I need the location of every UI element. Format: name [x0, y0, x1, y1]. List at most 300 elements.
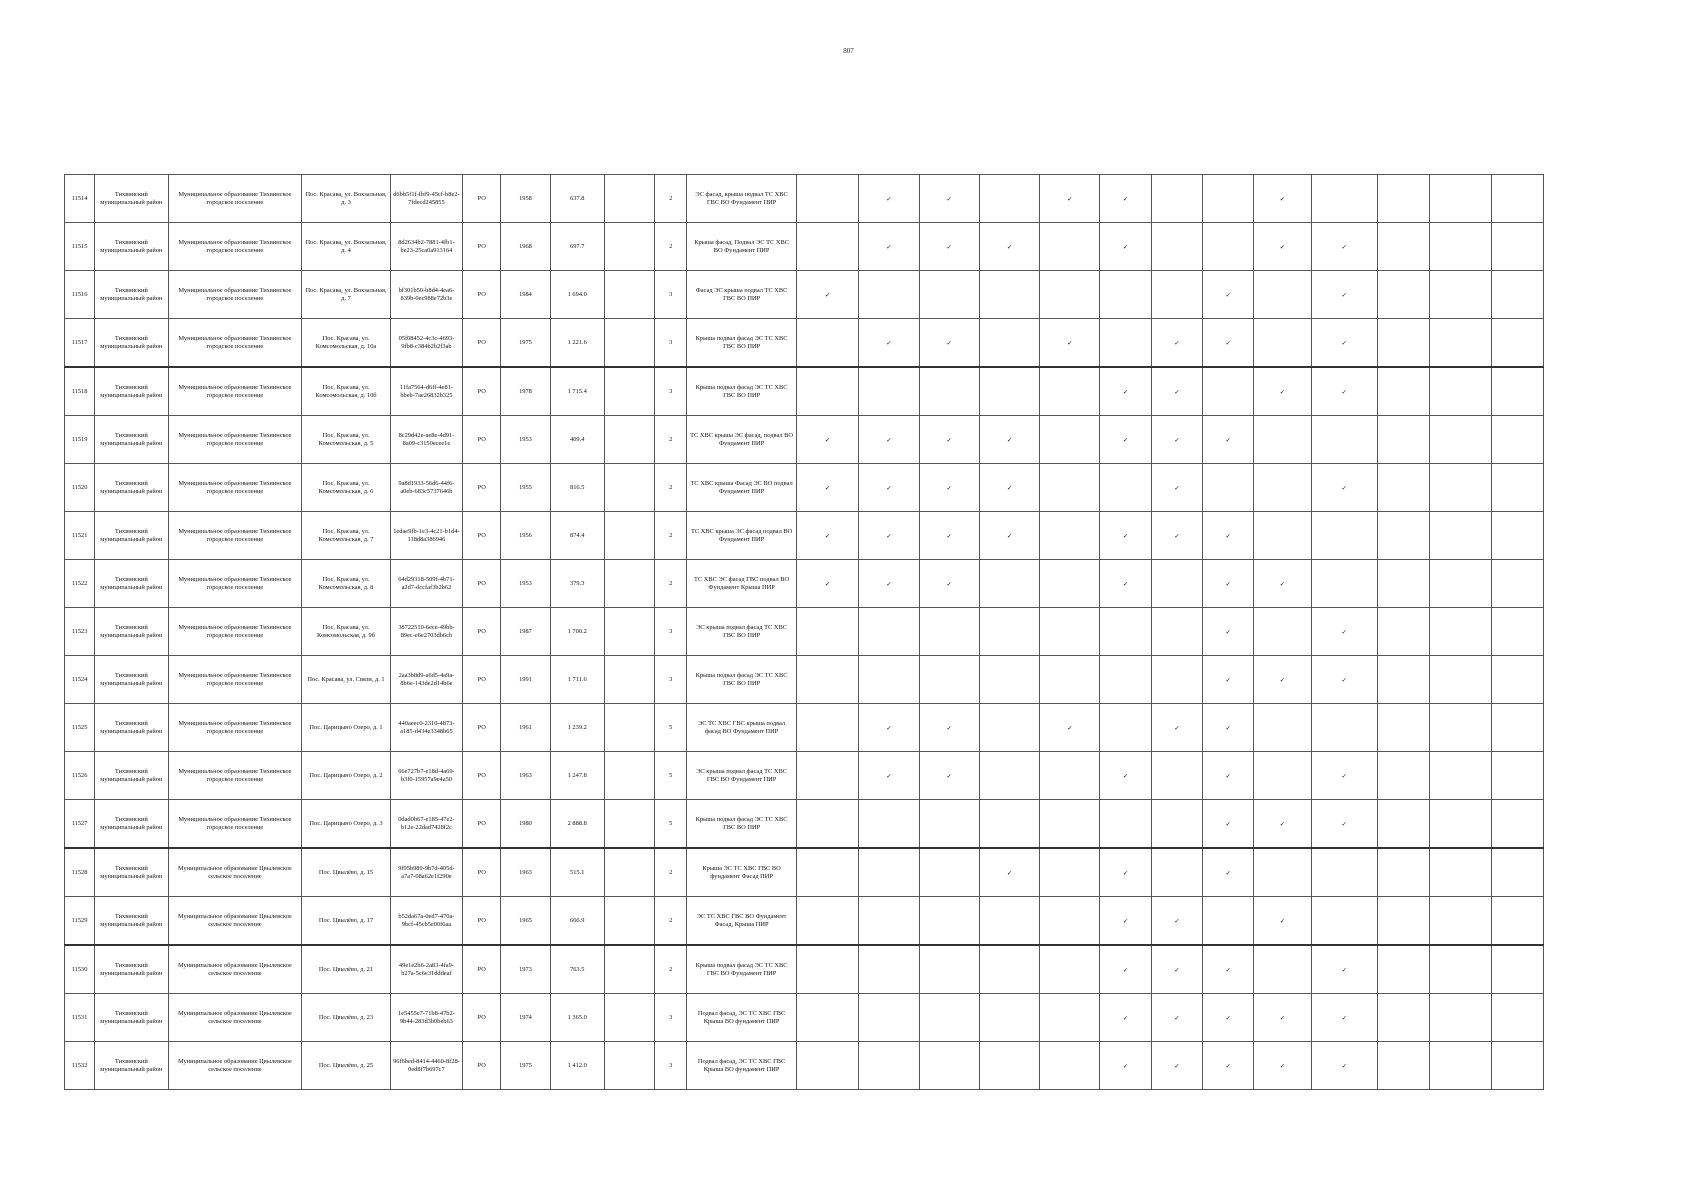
cell-guid: 1edae9fb-1e3-4c21-b1d4-118d8a386946	[390, 512, 462, 560]
check-mark-cell: ✓	[1254, 800, 1311, 849]
cell-guid: b52da67a-0ed7-470a-9bcf-45cb5e00f6aa	[390, 897, 462, 946]
check-mark-cell	[979, 752, 1039, 800]
check-mark-cell	[1040, 994, 1100, 1042]
cell-area: 1 221.6	[550, 319, 604, 368]
table-row	[65, 897, 1544, 946]
check-mark-cell	[1040, 897, 1100, 946]
cell-num: 11527	[65, 800, 95, 849]
cell-area: 1 700.2	[550, 608, 604, 656]
cell-year: 1975	[501, 1042, 550, 1090]
check-mark-cell: ✓	[859, 752, 919, 800]
cell-ownership: РО	[463, 464, 501, 512]
check-mark-cell	[1040, 945, 1100, 994]
cell-ownership: РО	[463, 319, 501, 368]
cell-empty	[604, 608, 654, 656]
check-mark-cell: ✓	[1311, 945, 1377, 994]
check-mark-cell	[979, 271, 1039, 319]
cell-district: Тихвинский муниципальный район	[95, 656, 168, 704]
cell-area: 409.4	[550, 416, 604, 464]
check-mark-cell	[1430, 367, 1491, 416]
cell-guid: 05f08452-4c3c-4693-9fb8-c384b2b2f3ab	[390, 319, 462, 368]
cell-year: 1980	[501, 800, 550, 849]
check-mark-cell: ✓	[919, 319, 979, 368]
check-mark-cell	[1254, 416, 1311, 464]
check-mark-cell	[1377, 994, 1429, 1042]
cell-address: Пос. Красава, ул. Комсомольская, д. 5	[302, 416, 390, 464]
check-mark-cell: ✓	[1254, 175, 1311, 223]
check-mark-cell	[1203, 223, 1254, 271]
check-mark-cell	[1491, 223, 1543, 271]
cell-guid: d6bb5f1f-fbf9-45cf-b8e2-7fdecd245855	[390, 175, 462, 223]
check-mark-cell: ✓	[859, 704, 919, 752]
cell-ownership: РО	[463, 800, 501, 849]
cell-num: 11521	[65, 512, 95, 560]
check-mark-cell	[1377, 656, 1429, 704]
table-row	[65, 319, 1544, 368]
table-body	[65, 175, 1544, 1090]
cell-municipality: Муниципальное образование Цвылевское сельское поселение	[168, 848, 302, 897]
check-mark-cell	[1491, 175, 1543, 223]
cell-works: Подвал фасад, ЭС ТС ХВС ГВС Крыша ВО фундамент ПИР	[687, 1042, 797, 1090]
cell-area: 666.9	[550, 897, 604, 946]
cell-area: 2 888.8	[550, 800, 604, 849]
cell-floors: 2	[655, 945, 687, 994]
check-mark-cell	[1040, 512, 1100, 560]
check-mark-cell: ✓	[1151, 945, 1202, 994]
check-mark-cell: ✓	[1311, 608, 1377, 656]
check-mark-cell	[796, 367, 858, 416]
check-mark-cell: ✓	[1100, 945, 1151, 994]
check-mark-cell	[859, 848, 919, 897]
cell-floors: 2	[655, 416, 687, 464]
check-mark-cell	[1040, 656, 1100, 704]
cell-ownership: РО	[463, 608, 501, 656]
check-mark-cell	[1311, 416, 1377, 464]
check-mark-cell	[1254, 271, 1311, 319]
check-mark-cell: ✓	[1151, 1042, 1202, 1090]
check-mark-cell: ✓	[859, 223, 919, 271]
check-mark-cell	[1100, 656, 1151, 704]
cell-area: 1 715.4	[550, 367, 604, 416]
cell-num: 11528	[65, 848, 95, 897]
cell-municipality: Муниципальное образование Цвылевское сельское поселение	[168, 897, 302, 946]
cell-ownership: РО	[463, 1042, 501, 1090]
cell-empty	[604, 464, 654, 512]
check-mark-cell: ✓	[1203, 271, 1254, 319]
cell-num: 11531	[65, 994, 95, 1042]
cell-ownership: РО	[463, 367, 501, 416]
check-mark-cell: ✓	[1040, 704, 1100, 752]
check-mark-cell	[979, 897, 1039, 946]
check-mark-cell: ✓	[1254, 560, 1311, 608]
check-mark-cell: ✓	[1311, 800, 1377, 849]
check-mark-cell	[1491, 704, 1543, 752]
check-mark-cell	[1151, 608, 1202, 656]
cell-guid: 0dad0b67-e185-47e2-b12e-22dad7428f2c	[390, 800, 462, 849]
check-mark-cell	[1377, 223, 1429, 271]
check-mark-cell: ✓	[1311, 656, 1377, 704]
check-mark-cell	[796, 608, 858, 656]
check-mark-cell	[859, 945, 919, 994]
check-mark-cell	[1151, 271, 1202, 319]
cell-year: 1965	[501, 897, 550, 946]
check-mark-cell	[1311, 175, 1377, 223]
table-row	[65, 1042, 1544, 1090]
table-row	[65, 175, 1544, 223]
cell-num: 11530	[65, 945, 95, 994]
cell-ownership: РО	[463, 704, 501, 752]
check-mark-cell	[1377, 271, 1429, 319]
cell-district: Тихвинский муниципальный район	[95, 994, 168, 1042]
check-mark-cell	[1491, 897, 1543, 946]
cell-area: 1 239.2	[550, 704, 604, 752]
cell-floors: 5	[655, 800, 687, 849]
cell-guid: 9f95b989-9b7d-405d-a7a7-08a62e1f290e	[390, 848, 462, 897]
check-mark-cell	[1254, 704, 1311, 752]
check-mark-cell: ✓	[859, 416, 919, 464]
check-mark-cell	[1254, 512, 1311, 560]
check-mark-cell	[859, 656, 919, 704]
cell-works: Крыша подвал фасад ЭС ТС ХВС ГВС ВО Фундамент ПИР	[687, 945, 797, 994]
cell-num: 11522	[65, 560, 95, 608]
check-mark-cell: ✓	[1203, 945, 1254, 994]
cell-ownership: РО	[463, 656, 501, 704]
table-row	[65, 223, 1544, 271]
check-mark-cell: ✓	[919, 175, 979, 223]
check-mark-cell: ✓	[979, 464, 1039, 512]
cell-empty	[604, 704, 654, 752]
cell-works: ЭС крыша подвал фасад ТС ХВС ГВС ВО Фундамент ПИР	[687, 752, 797, 800]
check-mark-cell	[796, 800, 858, 849]
cell-year: 1978	[501, 367, 550, 416]
cell-year: 1956	[501, 512, 550, 560]
check-mark-cell: ✓	[1203, 416, 1254, 464]
table-row	[65, 704, 1544, 752]
check-mark-cell	[796, 656, 858, 704]
cell-works: Крыша ЭС ТС ХВС ГВС ВО фундамент Фасад ПИР	[687, 848, 797, 897]
cell-works: Крыша фасад, Подвал ЭС ТС ХВС ВО Фундамент ПИР	[687, 223, 797, 271]
check-mark-cell	[1040, 752, 1100, 800]
cell-ownership: РО	[463, 560, 501, 608]
check-mark-cell: ✓	[1151, 367, 1202, 416]
cell-guid: 38722510-6ece-49bb-89ec-e6e2703db6cb	[390, 608, 462, 656]
check-mark-cell	[1151, 800, 1202, 849]
check-mark-cell	[979, 175, 1039, 223]
check-mark-cell	[1377, 175, 1429, 223]
cell-area: 763.5	[550, 945, 604, 994]
cell-guid: 8c29d42e-ae8e-4d91-8a09-c3150ecee1e	[390, 416, 462, 464]
cell-empty	[604, 848, 654, 897]
check-mark-cell	[919, 656, 979, 704]
check-mark-cell	[1430, 271, 1491, 319]
cell-floors: 5	[655, 752, 687, 800]
check-mark-cell: ✓	[1203, 560, 1254, 608]
check-mark-cell: ✓	[1100, 512, 1151, 560]
check-mark-cell	[796, 752, 858, 800]
table-row	[65, 752, 1544, 800]
check-mark-cell: ✓	[796, 416, 858, 464]
cell-ownership: РО	[463, 945, 501, 994]
check-mark-cell	[979, 608, 1039, 656]
cell-works: ЭС ТС ХВС ГВС крыша подвал фасад ВО Фундамент ПИР	[687, 704, 797, 752]
cell-floors: 3	[655, 656, 687, 704]
check-mark-cell	[1430, 223, 1491, 271]
check-mark-cell	[1430, 656, 1491, 704]
check-mark-cell: ✓	[1100, 994, 1151, 1042]
check-mark-cell	[1311, 848, 1377, 897]
cell-municipality: Муниципальное образование Тихвинское городское поселение	[168, 367, 302, 416]
table-row	[65, 945, 1544, 994]
cell-empty	[604, 271, 654, 319]
check-mark-cell: ✓	[919, 704, 979, 752]
check-mark-cell	[1430, 464, 1491, 512]
cell-address: Пос. Цвылёво, д. 17	[302, 897, 390, 946]
table-row	[65, 800, 1544, 849]
cell-district: Тихвинский муниципальный район	[95, 367, 168, 416]
check-mark-cell: ✓	[1040, 175, 1100, 223]
cell-district: Тихвинский муниципальный район	[95, 271, 168, 319]
check-mark-cell	[1377, 752, 1429, 800]
check-mark-cell: ✓	[796, 560, 858, 608]
check-mark-cell: ✓	[796, 512, 858, 560]
check-mark-cell	[1491, 416, 1543, 464]
check-mark-cell	[1203, 367, 1254, 416]
cell-floors: 2	[655, 897, 687, 946]
cell-empty	[604, 319, 654, 368]
check-mark-cell	[919, 367, 979, 416]
cell-num: 11514	[65, 175, 95, 223]
check-mark-cell: ✓	[1254, 1042, 1311, 1090]
cell-municipality: Муниципальное образование Тихвинское городское поселение	[168, 223, 302, 271]
check-mark-cell	[979, 945, 1039, 994]
check-mark-cell	[859, 800, 919, 849]
cell-area: 637.8	[550, 175, 604, 223]
check-mark-cell	[1151, 848, 1202, 897]
check-mark-cell	[1377, 945, 1429, 994]
cell-area: 379.3	[550, 560, 604, 608]
check-mark-cell	[1040, 1042, 1100, 1090]
check-mark-cell	[796, 175, 858, 223]
cell-empty	[604, 800, 654, 849]
check-mark-cell	[1430, 512, 1491, 560]
check-mark-cell	[1430, 994, 1491, 1042]
cell-guid: 64d29318-509f-4b71-a2d7-dccfaf3b2b62	[390, 560, 462, 608]
cell-address: Пос. Цвылёво, д. 21	[302, 945, 390, 994]
check-mark-cell	[1100, 800, 1151, 849]
cell-area: 1 365.0	[550, 994, 604, 1042]
check-mark-cell: ✓	[1100, 897, 1151, 946]
check-mark-cell	[796, 704, 858, 752]
check-mark-cell	[1377, 897, 1429, 946]
cell-num: 11526	[65, 752, 95, 800]
check-mark-cell: ✓	[1151, 512, 1202, 560]
cell-floors: 3	[655, 367, 687, 416]
cell-municipality: Муниципальное образование Тихвинское городское поселение	[168, 464, 302, 512]
cell-municipality: Муниципальное образование Тихвинское городское поселение	[168, 608, 302, 656]
cell-ownership: РО	[463, 512, 501, 560]
check-mark-cell	[1430, 848, 1491, 897]
check-mark-cell	[1100, 704, 1151, 752]
cell-district: Тихвинский муниципальный район	[95, 319, 168, 368]
check-mark-cell	[1430, 1042, 1491, 1090]
cell-num: 11524	[65, 656, 95, 704]
cell-guid: 9a8d1933-56d6-44f6-a0eb-683c5737646b	[390, 464, 462, 512]
cell-district: Тихвинский муниципальный район	[95, 175, 168, 223]
cell-area: 1 412.0	[550, 1042, 604, 1090]
table-row	[65, 367, 1544, 416]
check-mark-cell: ✓	[1203, 319, 1254, 368]
check-mark-cell	[1430, 897, 1491, 946]
cell-year: 1968	[501, 223, 550, 271]
cell-works: ЭС крыша подвал фасад ТС ХВС ГВС ВО ПИР	[687, 608, 797, 656]
check-mark-cell: ✓	[1203, 848, 1254, 897]
check-mark-cell: ✓	[859, 512, 919, 560]
check-mark-cell	[796, 848, 858, 897]
cell-empty	[604, 416, 654, 464]
cell-address: Пос. Красава, ул. Вокзальная, д. 4	[302, 223, 390, 271]
check-mark-cell	[796, 945, 858, 994]
cell-area: 697.7	[550, 223, 604, 271]
cell-empty	[604, 512, 654, 560]
check-mark-cell	[1151, 223, 1202, 271]
check-mark-cell: ✓	[1203, 704, 1254, 752]
check-mark-cell	[1377, 319, 1429, 368]
check-mark-cell: ✓	[1203, 800, 1254, 849]
check-mark-cell: ✓	[919, 752, 979, 800]
cell-address: Пос. Красава, ул. Комсомольская, д. 10а	[302, 319, 390, 368]
cell-area: 1 711.6	[550, 656, 604, 704]
check-mark-cell	[796, 897, 858, 946]
cell-floors: 3	[655, 271, 687, 319]
check-mark-cell: ✓	[979, 223, 1039, 271]
cell-empty	[604, 897, 654, 946]
check-mark-cell	[1100, 464, 1151, 512]
check-mark-cell	[859, 1042, 919, 1090]
check-mark-cell: ✓	[796, 271, 858, 319]
check-mark-cell	[919, 608, 979, 656]
check-mark-cell	[1491, 1042, 1543, 1090]
cell-ownership: РО	[463, 223, 501, 271]
check-mark-cell: ✓	[1311, 271, 1377, 319]
cell-address: Пос. Красава, ул. Комсомольская, д. 8	[302, 560, 390, 608]
cell-district: Тихвинский муниципальный район	[95, 704, 168, 752]
check-mark-cell	[1311, 512, 1377, 560]
check-mark-cell: ✓	[1311, 464, 1377, 512]
check-mark-cell	[1377, 704, 1429, 752]
check-mark-cell: ✓	[1151, 994, 1202, 1042]
check-mark-cell: ✓	[1203, 512, 1254, 560]
cell-municipality: Муниципальное образование Тихвинское городское поселение	[168, 175, 302, 223]
cell-ownership: РО	[463, 271, 501, 319]
check-mark-cell	[1040, 800, 1100, 849]
cell-year: 1955	[501, 464, 550, 512]
check-mark-cell	[1430, 752, 1491, 800]
cell-municipality: Муниципальное образование Тихвинское городское поселение	[168, 560, 302, 608]
cell-year: 1963	[501, 752, 550, 800]
check-mark-cell: ✓	[1151, 319, 1202, 368]
cell-floors: 2	[655, 560, 687, 608]
cell-municipality: Муниципальное образование Тихвинское городское поселение	[168, 512, 302, 560]
cell-empty	[604, 1042, 654, 1090]
cell-ownership: РО	[463, 175, 501, 223]
table-row	[65, 560, 1544, 608]
check-mark-cell	[919, 945, 979, 994]
cell-address: Пос. Цвылёво, д. 23	[302, 994, 390, 1042]
cell-ownership: РО	[463, 752, 501, 800]
check-mark-cell	[1491, 752, 1543, 800]
check-mark-cell	[1040, 608, 1100, 656]
check-mark-cell	[1377, 560, 1429, 608]
check-mark-cell	[1311, 897, 1377, 946]
check-mark-cell	[1040, 223, 1100, 271]
check-mark-cell: ✓	[1254, 367, 1311, 416]
check-mark-cell	[1430, 800, 1491, 849]
check-mark-cell	[919, 800, 979, 849]
table-row	[65, 994, 1544, 1042]
cell-district: Тихвинский муниципальный район	[95, 800, 168, 849]
cell-address: Пос. Красава, ул. Вокзальная, д. 7	[302, 271, 390, 319]
page-number: 807	[843, 47, 854, 55]
cell-year: 1953	[501, 560, 550, 608]
cell-address: Пос. Царицыно Озеро, д. 2	[302, 752, 390, 800]
cell-municipality: Муниципальное образование Тихвинское городское поселение	[168, 704, 302, 752]
check-mark-cell	[919, 271, 979, 319]
check-mark-cell	[796, 223, 858, 271]
check-mark-cell	[1377, 464, 1429, 512]
check-mark-cell	[1151, 560, 1202, 608]
check-mark-cell: ✓	[1100, 175, 1151, 223]
check-mark-cell	[1311, 704, 1377, 752]
check-mark-cell: ✓	[1203, 656, 1254, 704]
check-mark-cell	[1377, 800, 1429, 849]
check-mark-cell: ✓	[1100, 848, 1151, 897]
check-mark-cell	[796, 1042, 858, 1090]
cell-ownership: РО	[463, 848, 501, 897]
check-mark-cell	[1377, 848, 1429, 897]
cell-empty	[604, 560, 654, 608]
check-mark-cell	[1151, 175, 1202, 223]
cell-municipality: Муниципальное образование Цвылевское сельское поселение	[168, 945, 302, 994]
check-mark-cell: ✓	[1203, 1042, 1254, 1090]
check-mark-cell	[1430, 560, 1491, 608]
housing-registry-table	[64, 174, 1544, 1090]
check-mark-cell	[1491, 367, 1543, 416]
table-row	[65, 512, 1544, 560]
check-mark-cell: ✓	[1311, 752, 1377, 800]
cell-num: 11517	[65, 319, 95, 368]
check-mark-cell: ✓	[979, 416, 1039, 464]
cell-municipality: Муниципальное образование Тихвинское городское поселение	[168, 416, 302, 464]
check-mark-cell	[919, 897, 979, 946]
cell-floors: 2	[655, 223, 687, 271]
check-mark-cell	[919, 1042, 979, 1090]
cell-address: Пос. Красава, ул. Вокзальная, д. 3	[302, 175, 390, 223]
cell-year: 1974	[501, 994, 550, 1042]
check-mark-cell	[1040, 464, 1100, 512]
cell-guid: bf301b50-b8d4-4ea6-839b-0ec988e72b3e	[390, 271, 462, 319]
check-mark-cell	[1040, 848, 1100, 897]
table-row	[65, 848, 1544, 897]
check-mark-cell: ✓	[1151, 464, 1202, 512]
cell-district: Тихвинский муниципальный район	[95, 560, 168, 608]
check-mark-cell: ✓	[1254, 897, 1311, 946]
check-mark-cell: ✓	[919, 416, 979, 464]
cell-empty	[604, 945, 654, 994]
check-mark-cell	[1254, 608, 1311, 656]
check-mark-cell	[1491, 319, 1543, 368]
cell-district: Тихвинский муниципальный район	[95, 848, 168, 897]
cell-floors: 3	[655, 608, 687, 656]
